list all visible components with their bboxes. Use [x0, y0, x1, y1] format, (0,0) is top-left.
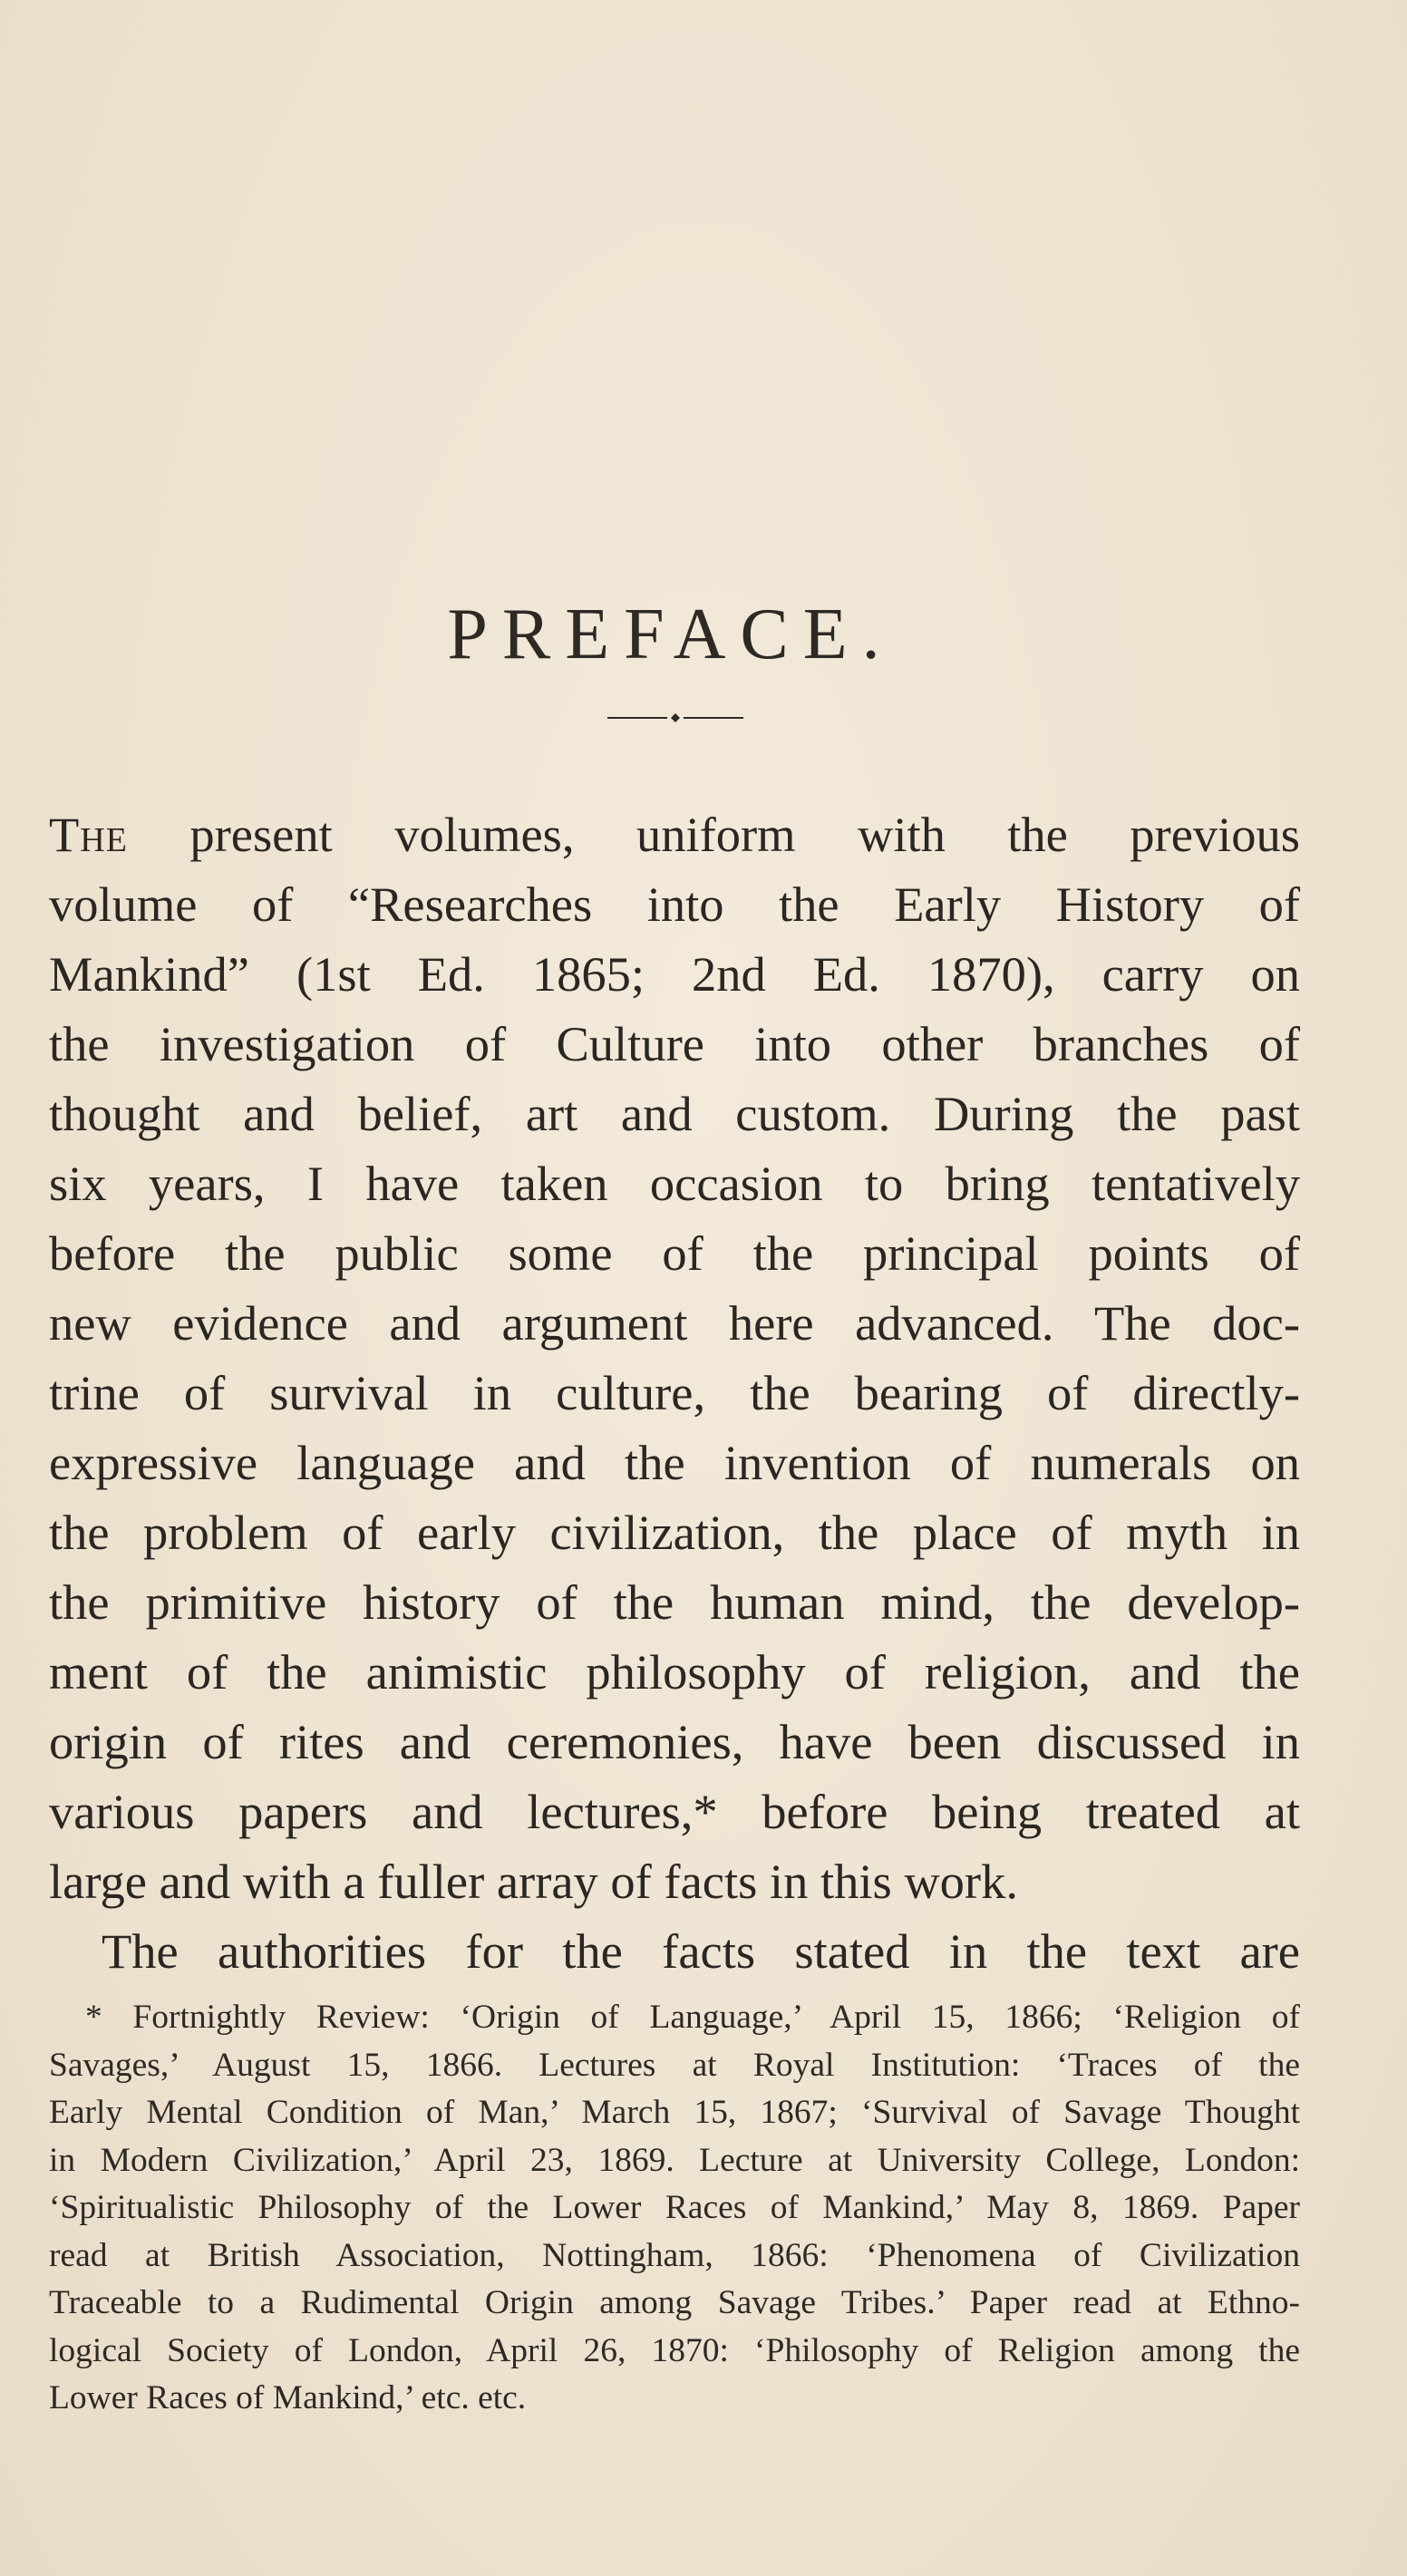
rule-with-diamond-icon [607, 712, 743, 723]
body-line: various papers and lectures,* before being treated at [49, 1784, 1300, 1839]
body-line: The authorities for the facts stated in the text are [102, 1923, 1300, 1979]
body-line: large and with a fuller array of facts in this work. [49, 1854, 1018, 1909]
body-line: origin of rites and ceremonies, have been discussed in [49, 1714, 1300, 1769]
footnote-line: * Fortnightly Review: ‘Origin of Language,’ April 15, 1866; ‘Religion of [85, 1999, 1300, 2036]
footnote-line: in Modern Civilization,’ April 23, 1869. Lecture at University College, London: [49, 2141, 1300, 2179]
body-line: six years, I have taken occasion to bring tentatively [49, 1156, 1300, 1211]
preface-body [49, 799, 1300, 1986]
footnote-line: Savages,’ August 15, 1866. Lectures at Royal Institution: ‘Traces of the [49, 2046, 1300, 2084]
body-line: the primitive history of the human mind, the develop- [49, 1574, 1300, 1630]
footnote [49, 1994, 1300, 2423]
footnote-line: read at British Association, Nottingham, 1866: ‘Phenomena of Civilization [49, 2236, 1300, 2274]
body-line: trine of survival in culture, the bearing of directly- [49, 1365, 1300, 1420]
footnote-line: ‘Spiritualistic Philosophy of the Lower Races of Mankind,’ May 8, 1869. Paper [49, 2189, 1300, 2226]
footnote-line: logical Society of London, April 26, 1870: ‘Philosophy of Religion among the [49, 2331, 1300, 2369]
footnote-line: Traceable to a Rudimental Origin among Savage Tribes.’ Paper read at Ethno- [49, 2284, 1300, 2321]
body-line: The present volumes, uniform with the previous [49, 807, 1300, 862]
body-line: expressive language and the invention of numerals on [49, 1435, 1300, 1490]
body-line: the problem of early civilization, the place of myth in [49, 1505, 1300, 1560]
body-line: before the public some of the principal points of [49, 1225, 1300, 1281]
body-line: Mankind” (1st Ed. 1865; 2nd Ed. 1870), carry on [49, 946, 1300, 1002]
footnote-line: Early Mental Condition of Man,’ March 15, 1867; ‘Survival of Savage Thought [49, 2094, 1300, 2131]
footnote-line: Lower Races of Mankind,’ etc. etc. [49, 2379, 527, 2416]
lead-word: The [49, 807, 128, 862]
body-line: volume of “Researches into the Early History of [49, 876, 1300, 932]
body-line: thought and belief, art and custom. During the past [49, 1086, 1300, 1141]
body-line: new evidence and argument here advanced. The doc- [49, 1295, 1300, 1351]
body-line: ment of the animistic philosophy of religion, and the [49, 1644, 1300, 1700]
body-line: the investigation of Culture into other branches of [49, 1016, 1300, 1071]
page-title: PREFACE. [447, 595, 895, 674]
